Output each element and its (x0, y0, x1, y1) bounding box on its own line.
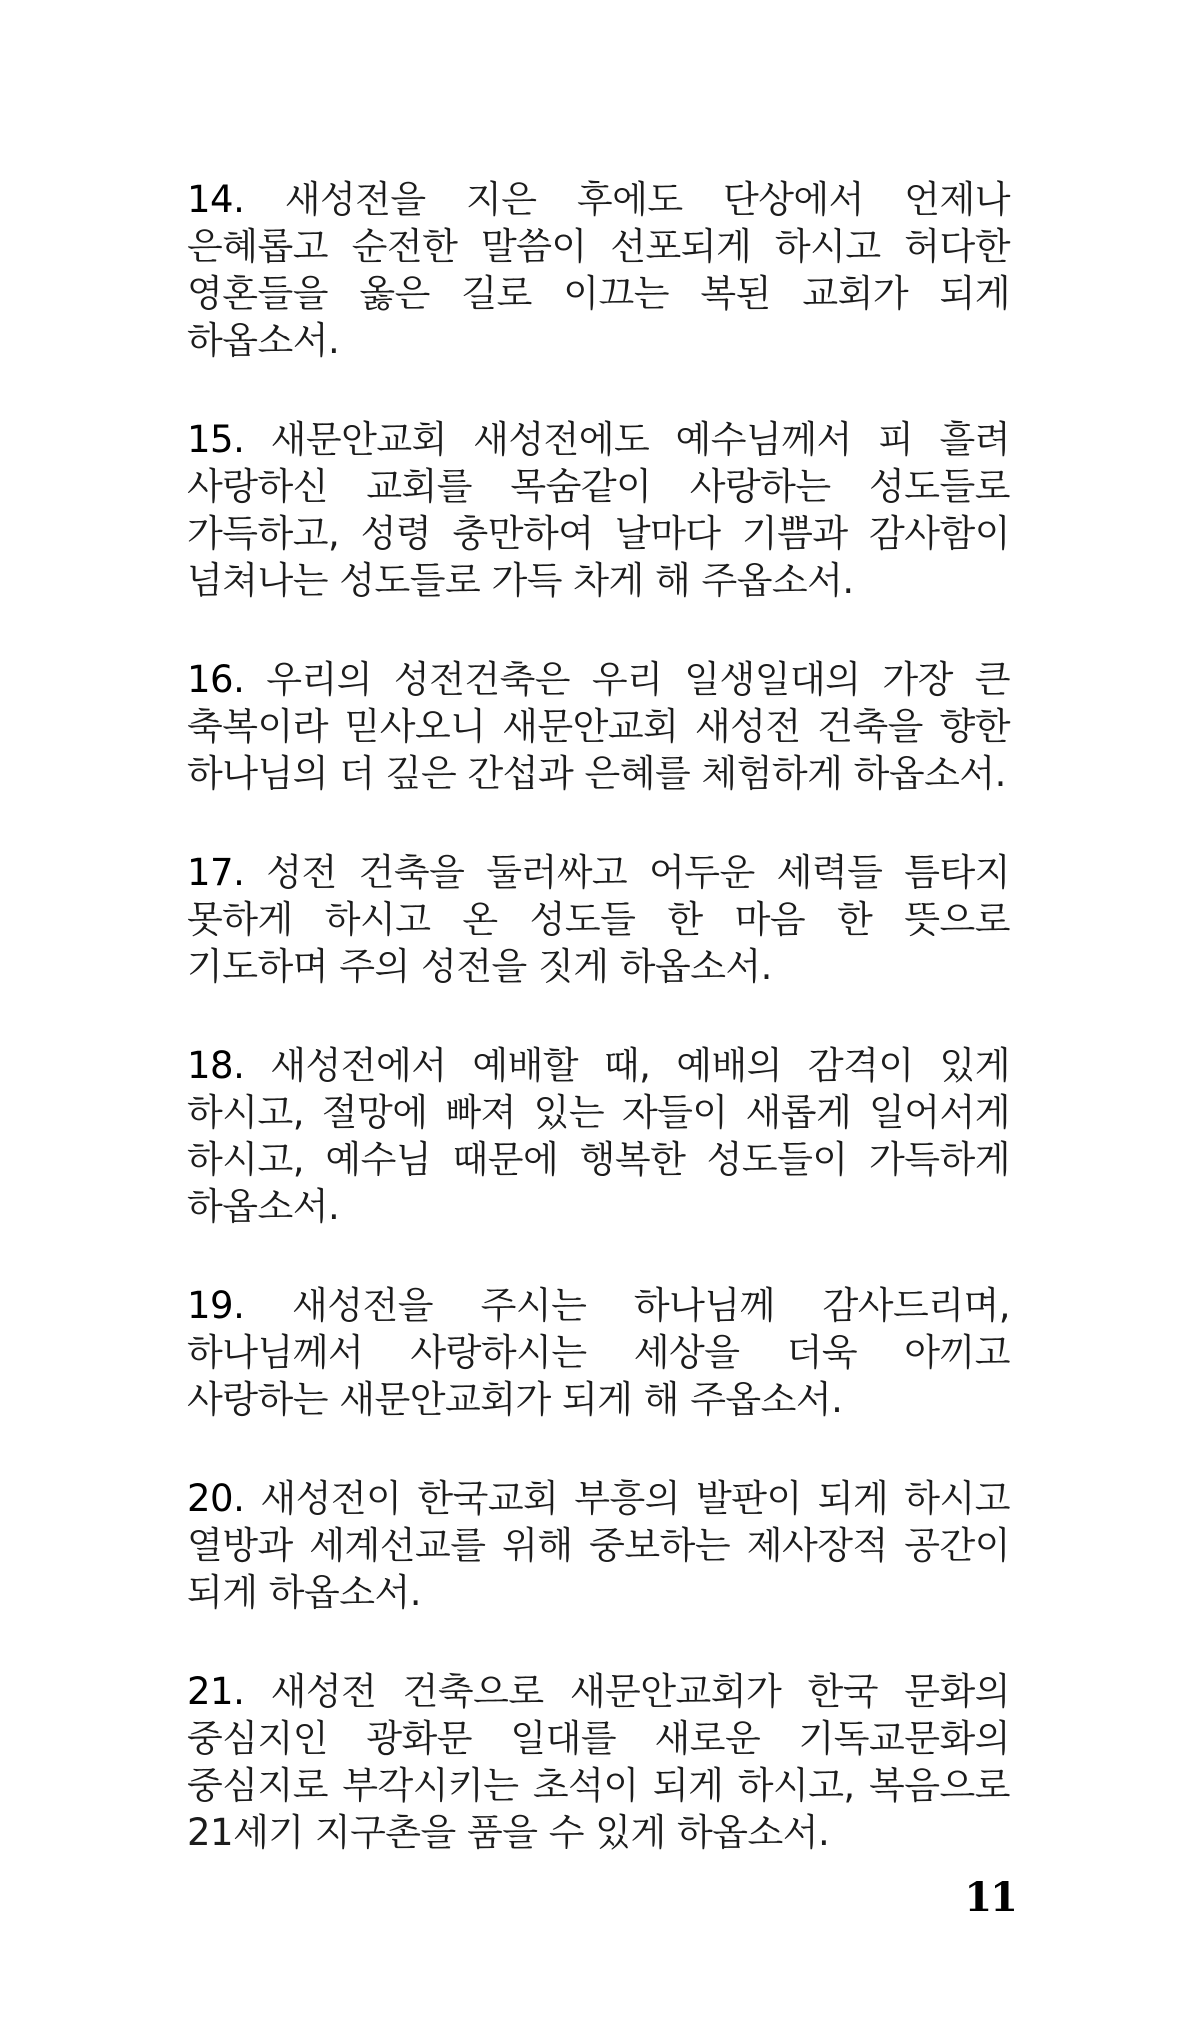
prayer-number: 14. (187, 178, 245, 221)
prayer-text: 새성전을 지은 후에도 단상에서 언제나 은혜롭고 순전한 말씀이 선포되게 하시고 허다한 영혼들을 옳은 길로 이끄는 복된 교회가 되게 하옵소서. (187, 178, 1010, 362)
prayer-item-16 (187, 656, 1010, 797)
prayer-item-18 (187, 1042, 1010, 1230)
prayer-number: 15. (187, 418, 245, 461)
prayer-text: 우리의 성전건축은 우리 일생일대의 가장 큰 축복이라 믿사오니 새문안교회 새성전 건축을 향한 하나님의 더 깊은 간섭과 은혜를 체험하게 하옵소서. (187, 658, 1010, 795)
prayer-text: 새성전을 주시는 하나님께 감사드리며, 하나님께서 사랑하시는 세상을 더욱 아끼고 사랑하는 새문안교회가 되게 해 주옵소서. (187, 1284, 1011, 1421)
prayer-item-20 (187, 1475, 1010, 1616)
prayer-item-21 (187, 1668, 1010, 1856)
prayer-list (187, 176, 1010, 1908)
prayer-number: 17. (187, 851, 245, 894)
prayer-text: 새성전이 한국교회 부흥의 발판이 되게 하시고 열방과 세계선교를 위해 중보하는 제사장적 공간이 되게 하옵소서. (187, 1477, 1010, 1614)
prayer-item-19 (187, 1282, 1010, 1423)
prayer-text: 새문안교회 새성전에도 예수님께서 피 흘려 사랑하신 교회를 목숨같이 사랑하는 성도들로 가득하고, 성령 충만하여 날마다 기쁨과 감사함이 넘쳐나는 성도들로 가득 차게 해 주옵소서. (187, 418, 1010, 602)
prayer-number: 20. (187, 1477, 245, 1520)
prayer-number: 19. (187, 1284, 245, 1327)
prayer-item-15 (187, 416, 1010, 604)
prayer-number: 18. (187, 1044, 245, 1087)
prayer-text: 새성전에서 예배할 때, 예배의 감격이 있게 하시고, 절망에 빠져 있는 자들이 새롭게 일어서게 하시고, 예수님 때문에 행복한 성도들이 가득하게 하옵소서. (187, 1044, 1011, 1228)
prayer-number: 16. (187, 658, 245, 701)
prayer-item-17 (187, 849, 1010, 990)
prayer-text: 새성전 건축으로 새문안교회가 한국 문화의 중심지인 광화문 일대를 새로운 기독교문화의 중심지로 부각시키는 초석이 되게 하시고, 복음으로 21세기 지구촌을 품을 수 있게 하옵소서. (187, 1670, 1010, 1854)
prayer-text: 성전 건축을 둘러싸고 어두운 세력들 틈타지 못하게 하시고 온 성도들 한 마음 한 뜻으로 기도하며 주의 성전을 짓게 하옵소서. (187, 851, 1010, 988)
prayer-number: 21. (187, 1670, 245, 1713)
prayer-item-14 (187, 176, 1010, 364)
page-number: 11 (964, 1874, 1016, 1921)
